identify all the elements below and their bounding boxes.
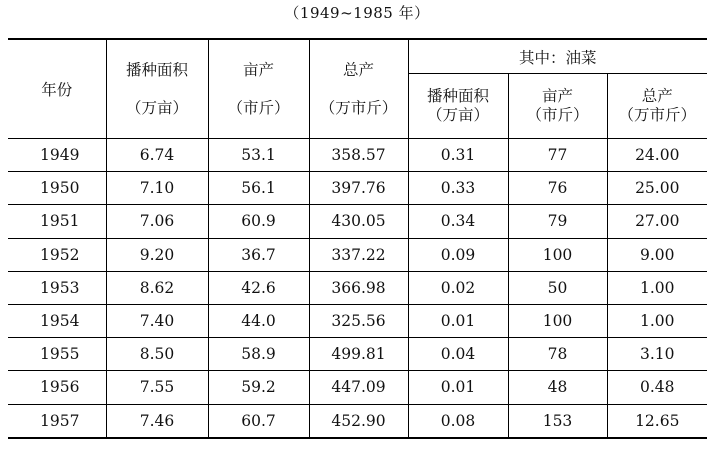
cell-rape-area: 0.01 <box>408 371 508 404</box>
cell-yield: 44.0 <box>208 304 309 337</box>
cell-area: 7.55 <box>106 371 208 404</box>
cell-rape-total: 1.00 <box>607 271 707 304</box>
header-rape-total <box>607 74 707 139</box>
cell-rape-area: 0.09 <box>408 238 508 271</box>
header-rape-yield <box>508 74 607 139</box>
cell-rape-total: 24.00 <box>607 139 707 172</box>
cell-rape-yield: 153 <box>508 404 607 438</box>
cell-yield: 59.2 <box>208 371 309 404</box>
cell-total: 325.56 <box>309 304 408 337</box>
header-area <box>106 39 208 139</box>
cell-rape-total: 3.10 <box>607 338 707 371</box>
cell-year: 1956 <box>8 371 106 404</box>
cell-year: 1955 <box>8 338 106 371</box>
header-group-rapeseed: 其中：油菜 <box>408 39 707 74</box>
header-total-unit: （万市斤） <box>319 99 398 117</box>
cell-total: 358.57 <box>309 139 408 172</box>
cell-area: 7.06 <box>106 205 208 238</box>
cell-yield: 58.9 <box>208 338 309 371</box>
table-row <box>8 304 707 337</box>
cell-rape-total: 12.65 <box>607 404 707 438</box>
table-caption: （1949~1985 年） <box>284 4 430 22</box>
table-row <box>8 238 707 271</box>
cell-total: 430.05 <box>309 205 408 238</box>
table-row <box>8 172 707 205</box>
header-rape-area-unit: （万亩） <box>426 106 489 124</box>
cell-yield: 42.6 <box>208 271 309 304</box>
cell-rape-area: 0.31 <box>408 139 508 172</box>
header-rape-area <box>408 74 508 139</box>
cell-year: 1951 <box>8 205 106 238</box>
cell-rape-yield: 100 <box>508 238 607 271</box>
header-total-label: 总产 <box>342 61 374 79</box>
cell-year: 1953 <box>8 271 106 304</box>
cell-rape-area: 0.08 <box>408 404 508 438</box>
cell-rape-area: 0.02 <box>408 271 508 304</box>
cell-area: 7.40 <box>106 304 208 337</box>
cell-year: 1949 <box>8 139 106 172</box>
cell-yield: 56.1 <box>208 172 309 205</box>
cell-rape-yield: 48 <box>508 371 607 404</box>
header-rape-area-label: 播种面积 <box>426 87 489 105</box>
cell-rape-yield: 77 <box>508 139 607 172</box>
header-rape-total-unit: （万市斤） <box>618 106 697 124</box>
header-yield <box>208 39 309 139</box>
cell-rape-area: 0.01 <box>408 304 508 337</box>
cell-year: 1952 <box>8 238 106 271</box>
cell-total: 337.22 <box>309 238 408 271</box>
header-area-label: 播种面积 <box>125 61 188 79</box>
cell-area: 8.50 <box>106 338 208 371</box>
cell-rape-total: 9.00 <box>607 238 707 271</box>
cell-total: 452.90 <box>309 404 408 438</box>
cell-total: 447.09 <box>309 371 408 404</box>
cell-rape-yield: 78 <box>508 338 607 371</box>
cell-yield: 60.9 <box>208 205 309 238</box>
table-row <box>8 205 707 238</box>
cell-year: 1954 <box>8 304 106 337</box>
cell-yield: 36.7 <box>208 238 309 271</box>
table-row <box>8 271 707 304</box>
oil-crop-table <box>8 38 707 439</box>
cell-total: 499.81 <box>309 338 408 371</box>
cell-rape-yield: 79 <box>508 205 607 238</box>
cell-area: 6.74 <box>106 139 208 172</box>
header-rape-yield-unit: （市斤） <box>526 106 589 124</box>
header-rape-yield-label: 亩产 <box>541 87 573 105</box>
table-row <box>8 139 707 172</box>
cell-rape-yield: 76 <box>508 172 607 205</box>
cell-rape-total: 27.00 <box>607 205 707 238</box>
cell-total: 397.76 <box>309 172 408 205</box>
cell-rape-area: 0.34 <box>408 205 508 238</box>
header-yield-label: 亩产 <box>242 61 274 79</box>
cell-rape-area: 0.33 <box>408 172 508 205</box>
cell-area: 7.46 <box>106 404 208 438</box>
cell-rape-total: 25.00 <box>607 172 707 205</box>
header-year: 年份 <box>8 39 106 139</box>
table-row <box>8 338 707 371</box>
cell-yield: 53.1 <box>208 139 309 172</box>
cell-rape-yield: 100 <box>508 304 607 337</box>
table-row <box>8 371 707 404</box>
cell-rape-yield: 50 <box>508 271 607 304</box>
cell-year: 1950 <box>8 172 106 205</box>
cell-area: 9.20 <box>106 238 208 271</box>
cell-year: 1957 <box>8 404 106 438</box>
cell-rape-area: 0.04 <box>408 338 508 371</box>
header-area-unit: （万亩） <box>125 99 188 117</box>
cell-rape-total: 0.48 <box>607 371 707 404</box>
header-rape-total-label: 总产 <box>641 87 673 105</box>
cell-area: 7.10 <box>106 172 208 205</box>
cell-area: 8.62 <box>106 271 208 304</box>
table-row <box>8 404 707 438</box>
header-total <box>309 39 408 139</box>
header-yield-unit: （市斤） <box>227 99 290 117</box>
cell-yield: 60.7 <box>208 404 309 438</box>
cell-total: 366.98 <box>309 271 408 304</box>
cell-rape-total: 1.00 <box>607 304 707 337</box>
